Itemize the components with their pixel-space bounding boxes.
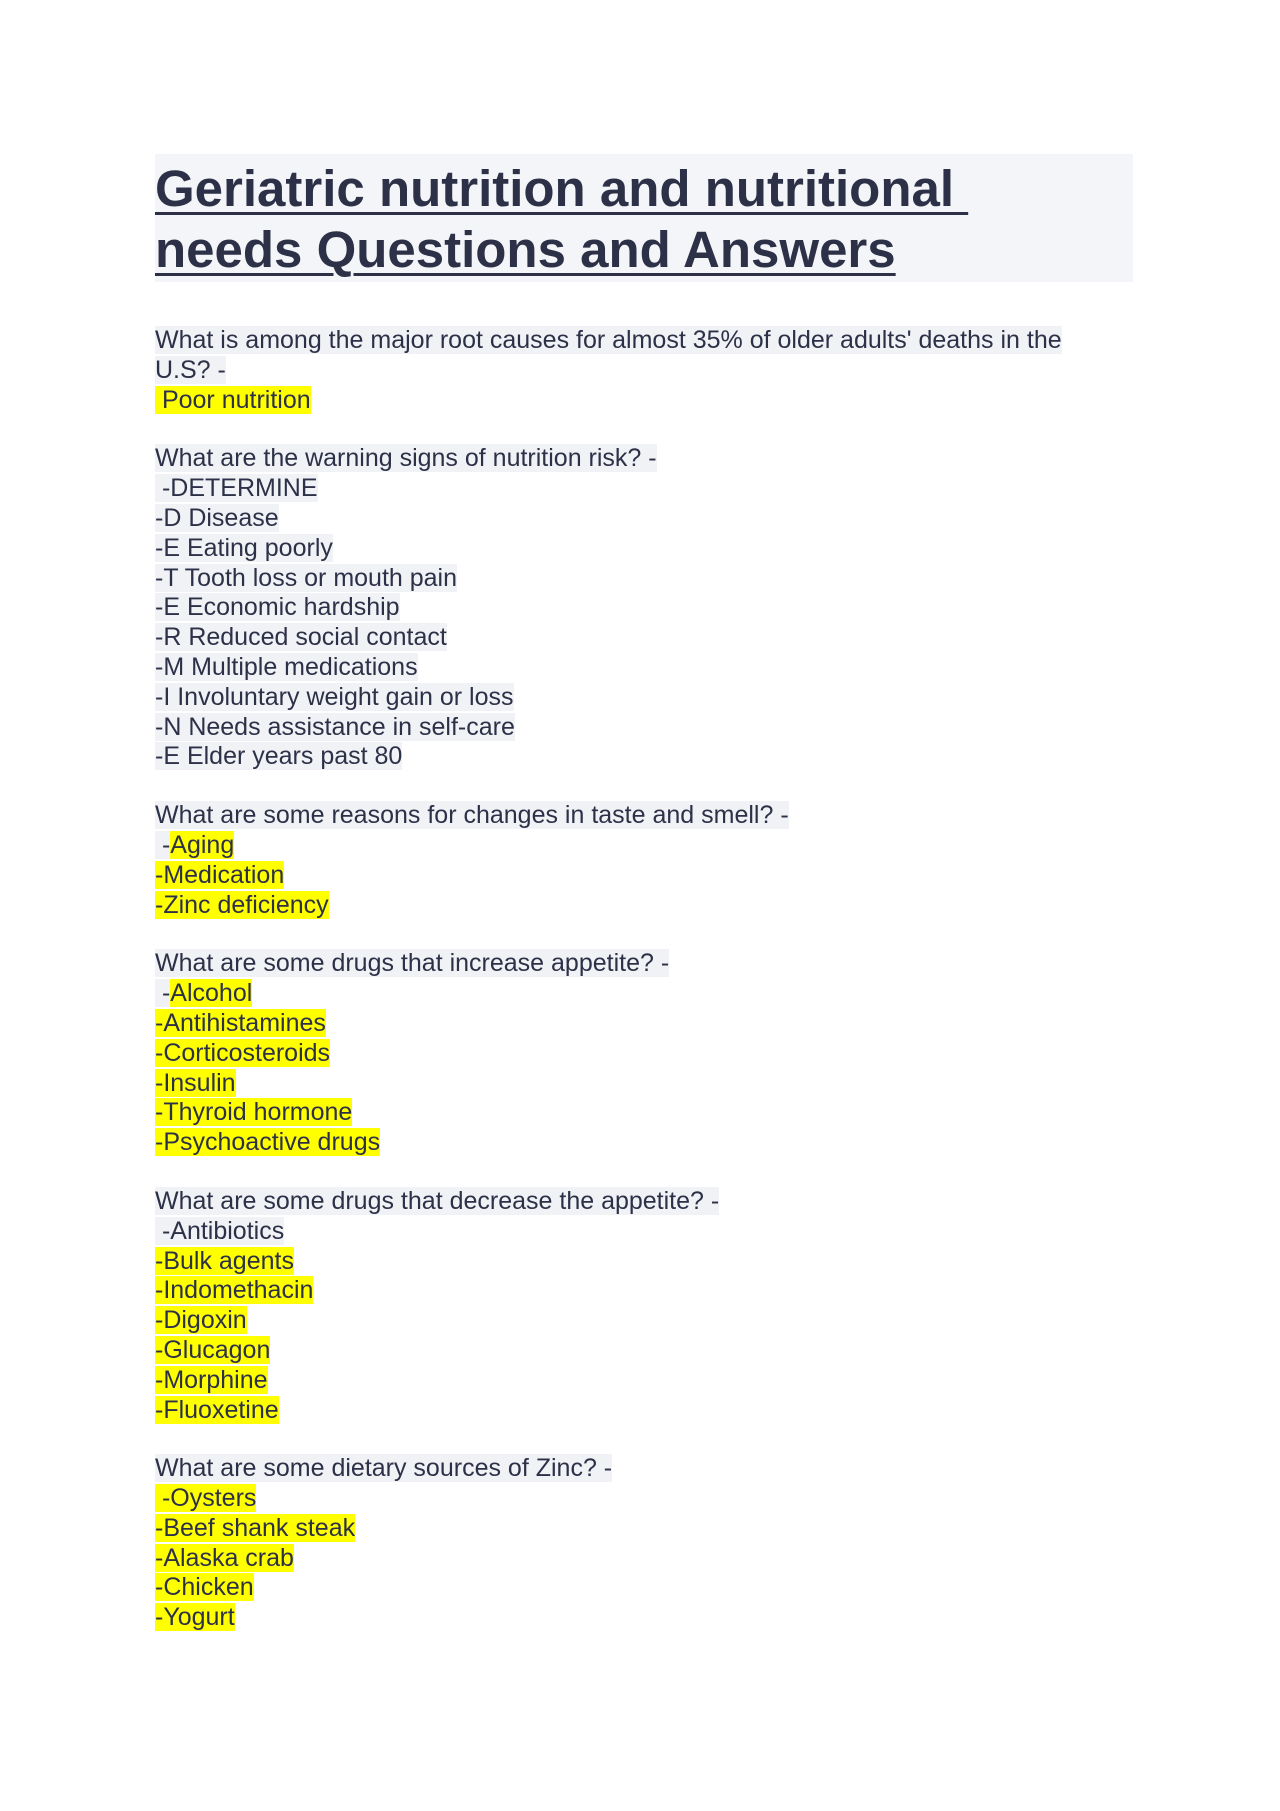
answer-line [155, 623, 1133, 653]
answer-text: -I Involuntary weight gain or loss [155, 682, 514, 711]
answer-line [155, 1336, 1133, 1366]
title-line: needs Questions and Answers [155, 221, 896, 278]
answer-line [155, 1366, 1133, 1396]
answer-text: -Oysters [161, 1484, 257, 1513]
answer-text: -Morphine [155, 1365, 268, 1394]
answer-line [155, 1217, 1133, 1247]
answer-line [155, 1247, 1133, 1277]
answer-text: -Thyroid hormone [155, 1098, 353, 1127]
answer-line [155, 1276, 1133, 1306]
document-title [155, 154, 1133, 282]
answer-line [155, 861, 1133, 891]
answer-text: -Yogurt [155, 1603, 235, 1632]
question-line [155, 801, 1133, 831]
question-line [155, 444, 1133, 474]
qa-item [155, 1454, 1133, 1633]
answer-line [155, 534, 1133, 564]
answer-text: -Psychoactive drugs [155, 1128, 381, 1157]
answer-text: -Zinc deficiency [155, 890, 329, 919]
answer-text: -E Elder years past 80 [155, 742, 403, 771]
answer-text: -Fluoxetine [155, 1395, 279, 1424]
answer-text: -Indomethacin [155, 1276, 314, 1305]
answer-text: -Antihistamines [155, 1008, 326, 1037]
question-line [155, 326, 1133, 356]
answer-line [155, 979, 1133, 1009]
qa-item [155, 326, 1133, 415]
answer-text: -D Disease [155, 503, 279, 532]
answer-line [155, 1069, 1133, 1099]
question-text: What are some drugs that decrease the appetite? - [155, 1186, 720, 1215]
answer-line [155, 891, 1133, 921]
answer-text: -R Reduced social contact [155, 623, 447, 652]
qa-item [155, 949, 1133, 1158]
answer-prefix: - [155, 830, 171, 859]
answer-line [155, 1484, 1133, 1514]
title-line: Geriatric nutrition and nutritional [155, 160, 969, 217]
answer-line [155, 1573, 1133, 1603]
answer-line [155, 1009, 1133, 1039]
answer-line [155, 1544, 1133, 1574]
question-text: What is among the major root causes for almost 35% of older adults' deaths in the [155, 326, 1062, 354]
answer-text: -Digoxin [155, 1306, 247, 1335]
answer-line [155, 831, 1133, 861]
answer-text: -Bulk agents [155, 1246, 294, 1275]
answer-line [155, 713, 1133, 743]
answer-line [155, 1603, 1133, 1633]
answer-text: -Beef shank steak [155, 1513, 356, 1542]
answer-text: -E Eating poorly [155, 533, 333, 562]
question-text: U.S? - [155, 355, 226, 384]
answer-text: -Chicken [155, 1573, 254, 1602]
answer-line [155, 593, 1133, 623]
qa-item [155, 1187, 1133, 1425]
answer-line [155, 564, 1133, 594]
answer-text: -N Needs assistance in self-care [155, 712, 515, 741]
answer-prefix [155, 386, 162, 414]
answer-line [155, 683, 1133, 713]
answer-prefix: - [155, 979, 171, 1008]
qa-item [155, 444, 1133, 772]
document-page [155, 154, 1133, 1662]
question-line [155, 1187, 1133, 1217]
answer-line [155, 742, 1133, 772]
question-line [155, 356, 1133, 386]
question-text: What are some dietary sources of Zinc? - [155, 1454, 613, 1483]
answer-line [155, 1128, 1133, 1158]
question-line [155, 1454, 1133, 1484]
answer-line [155, 386, 1133, 416]
qa-list [155, 326, 1133, 1633]
answer-line [155, 1039, 1133, 1069]
answer-text: -DETERMINE [155, 474, 318, 503]
question-text: What are the warning signs of nutrition risk? - [155, 444, 657, 473]
answer-line [155, 474, 1133, 504]
answer-text: Alcohol [170, 979, 253, 1008]
answer-text: -Corticosteroids [155, 1038, 331, 1067]
answer-text: -Glucagon [155, 1335, 271, 1364]
answer-text: -Alaska crab [155, 1543, 294, 1572]
answer-line [155, 1514, 1133, 1544]
question-text: What are some reasons for changes in taste and smell? - [155, 801, 789, 830]
answer-text: -Antibiotics [155, 1216, 285, 1245]
answer-line [155, 653, 1133, 683]
answer-text: -Insulin [155, 1068, 236, 1097]
answer-line [155, 1396, 1133, 1426]
question-line [155, 949, 1133, 979]
answer-prefix [155, 1484, 162, 1512]
answer-text: Aging [170, 830, 235, 859]
answer-line [155, 1306, 1133, 1336]
answer-line [155, 504, 1133, 534]
qa-item [155, 801, 1133, 920]
answer-text: -M Multiple medications [155, 652, 418, 681]
question-text: What are some drugs that increase appetite? - [155, 949, 670, 978]
answer-text: -Medication [155, 860, 285, 889]
answer-text: -E Economic hardship [155, 593, 400, 622]
answer-text: Poor nutrition [161, 385, 311, 414]
answer-line [155, 1098, 1133, 1128]
answer-text: -T Tooth loss or mouth pain [155, 563, 458, 592]
